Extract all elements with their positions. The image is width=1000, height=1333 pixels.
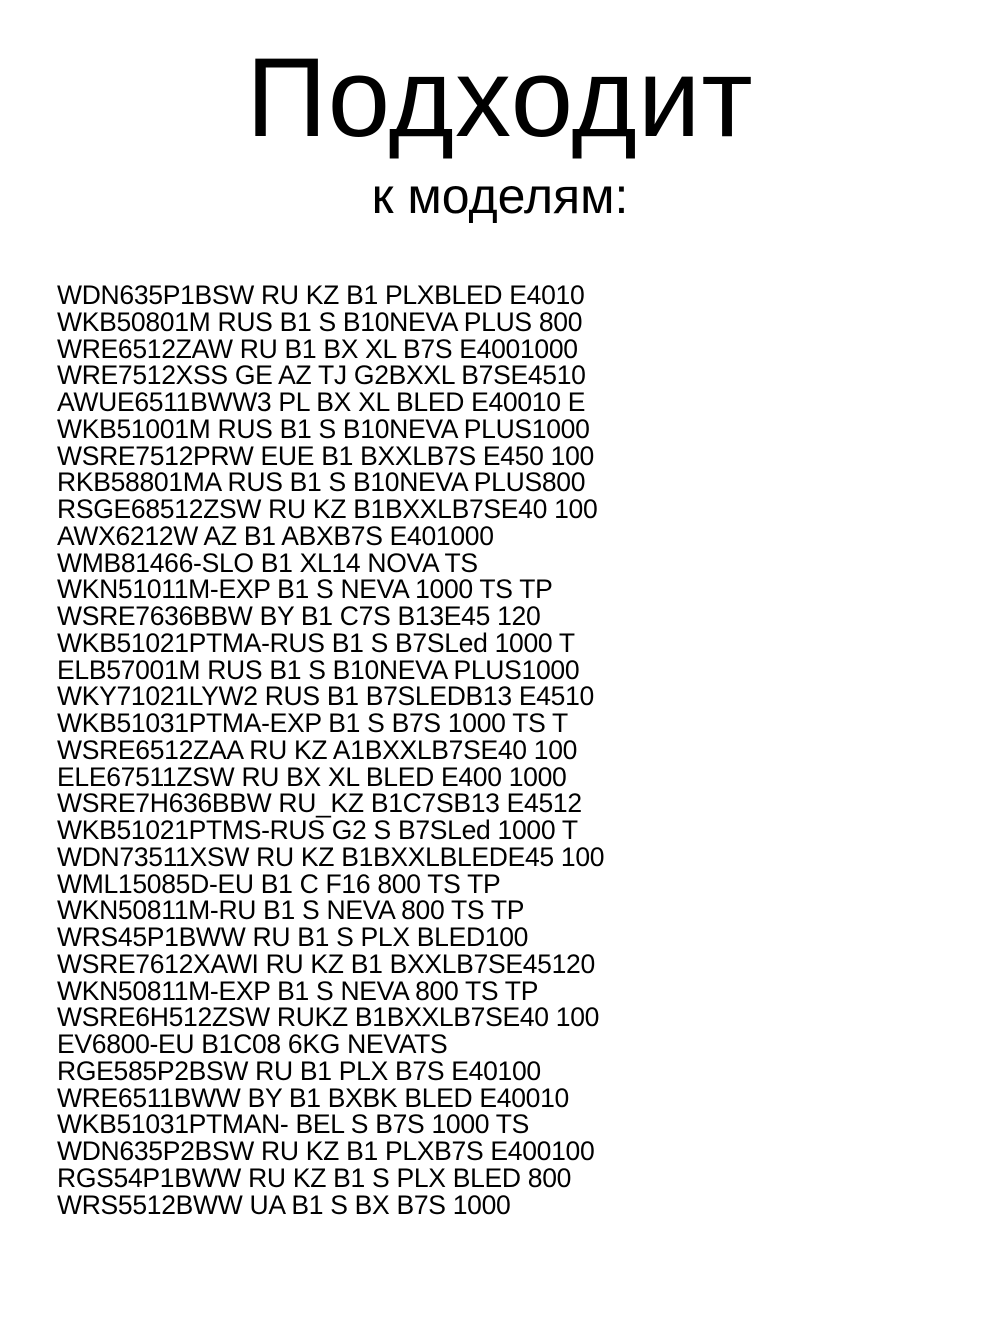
model-item: WKN50811M-EXP B1 S NEVA 800 TS TP — [57, 975, 539, 1006]
model-item: WRE6511BWW BY B1 BXBK BLED E40010 — [57, 1082, 570, 1113]
model-item: WML15085D-EU B1 C F16 800 TS TP — [57, 868, 501, 899]
model-item: WRS45P1BWW RU B1 S PLX BLED100 — [57, 922, 529, 952]
model-item: ELB57001M RUS B1 S B10NEVA PLUS1000 — [57, 654, 580, 685]
model-item: WMB81466-SLO B1 XL14 NOVA TS — [57, 547, 478, 578]
model-item: RGE585P2BSW RU B1 PLX B7S E40100 — [57, 1055, 541, 1086]
model-item: WDN635P1BSW RU KZ B1 PLXBLED E4010 — [57, 280, 585, 310]
model-item: WSRE7612XAWI RU KZ B1 BXXLB7SE45120 — [57, 948, 595, 979]
model-item: WDN73511XSW RU KZ B1BXXLBLEDE45 100 — [57, 841, 605, 872]
model-item: WSRE7512PRW EUE B1 BXXLB7S E450 100 — [57, 440, 594, 471]
model-item: WDN635P2BSW RU KZ B1 PLXB7S E400100 — [57, 1136, 595, 1166]
model-item: WKN50811M-RU B1 S NEVA 800 TS TP — [57, 895, 525, 926]
model-item: WKB51021PTMA-RUS B1 S B7SLed 1000 T — [57, 627, 575, 658]
model-item: EV6800-EU B1C08 6KG NEVATS — [57, 1029, 448, 1059]
model-item: WRS5512BWW UA B1 S BX B7S 1000 — [57, 1189, 511, 1220]
model-item: WSRE7H636BBW RU_KZ B1C7SB13 E4512 — [57, 788, 582, 819]
model-item: WSRE7636BBW BY B1 C7S B13E45 120 — [57, 601, 541, 631]
model-item: RSGE68512ZSW RU KZ B1BXXLB7SE40 100 — [57, 494, 598, 524]
model-item: AWX6212W AZ B1 ABXB7S E401000 — [57, 520, 494, 551]
model-item: RGS54P1BWW RU KZ B1 S PLX BLED 800 — [57, 1162, 572, 1193]
model-item: WKB50801M RUS B1 S B10NEVA PLUS 800 — [57, 306, 583, 337]
model-item: WRE7512XSS GE AZ TJ G2BXXL B7SE4510 — [57, 360, 586, 391]
model-item: WKB51031PTMA-EXP B1 S B7S 1000 TS T — [57, 708, 568, 738]
model-item: WRE6512ZAW RU B1 BX XL B7S E4001000 — [57, 333, 578, 364]
model-item: AWUE6511BWW3 PL BX XL BLED E40010 E — [57, 387, 586, 417]
model-item: WKB51021PTMS-RUS G2 S B7SLed 1000 T — [57, 815, 578, 845]
model-item: WKB51031PTMAN- BEL S B7S 1000 TS — [57, 1109, 530, 1140]
model-item: WSRE6512ZAA RU KZ A1BXXLB7SE40 100 — [57, 734, 578, 765]
model-item: RKB58801MA RUS B1 S B10NEVA PLUS800 — [57, 467, 586, 498]
model-list — [57, 282, 977, 1218]
model-item: WKN51011M-EXP B1 S NEVA 1000 TS TP — [57, 574, 553, 605]
model-item: WSRE6H512ZSW RUKZ B1BXXLB7SE40 100 — [57, 1002, 600, 1033]
model-item: WKY71021LYW2 RUS B1 B7SLEDB13 E4510 — [57, 681, 594, 712]
model-item: ELE67511ZSW RU BX XL BLED E400 1000 — [57, 761, 567, 792]
page-title: Подходит — [246, 35, 754, 160]
page-subtitle: к моделям: — [371, 168, 629, 224]
model-item: WKB51001M RUS B1 S B10NEVA PLUS1000 — [57, 413, 590, 444]
